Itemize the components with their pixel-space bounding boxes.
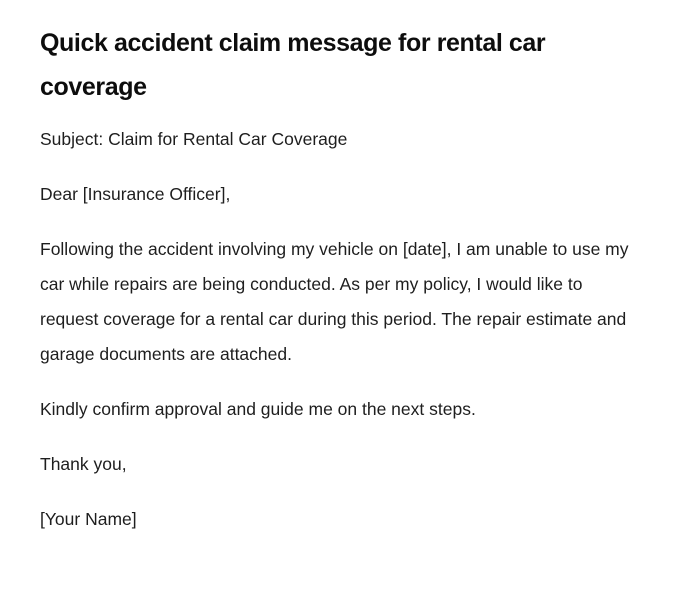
paragraph-closing: Thank you,	[40, 454, 127, 474]
paragraph-signature: [Your Name]	[40, 509, 137, 529]
paragraph-subject-line: Subject: Claim for Rental Car Coverage	[40, 129, 348, 149]
paragraph-request: Kindly confirm approval and guide me on the next steps.	[40, 399, 476, 419]
paragraph-body: Following the accident involving my vehicle on [date], I am unable to use my car while repairs are being conducted. As per my policy, I would like to request coverage for a rental car during this period. The repair estimate and garage documents are attached.	[40, 239, 629, 364]
paragraph-salutation: Dear [Insurance Officer],	[40, 184, 231, 204]
page-title: Quick accident claim message for rental car coverage	[40, 29, 546, 101]
